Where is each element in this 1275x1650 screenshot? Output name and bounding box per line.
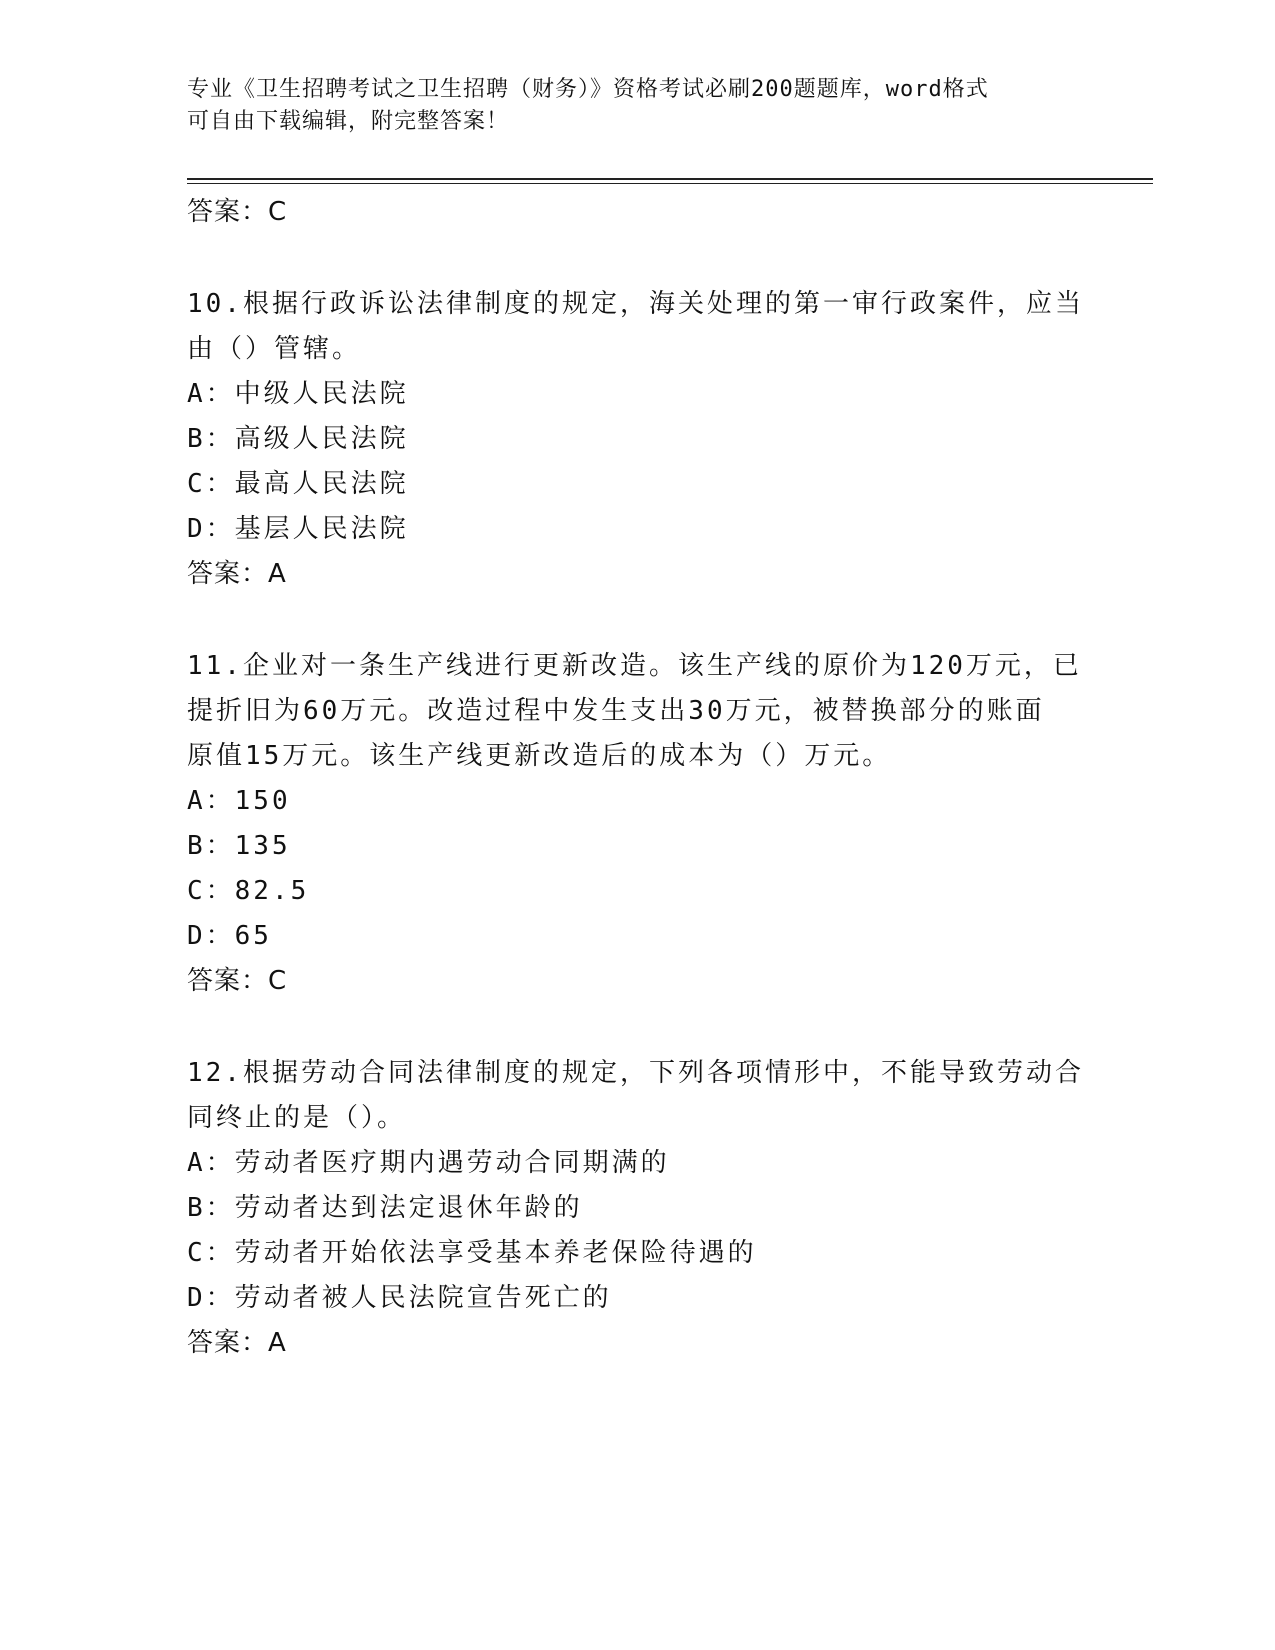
question-line: 由（）管辖。 (187, 334, 362, 364)
question-line: 10.根据行政诉讼法律制度的规定，海关处理的第一审行政案件，应当 (187, 289, 1084, 319)
option-c: C：82.5 (187, 876, 310, 906)
question-block-12 (187, 1051, 1087, 1365)
question-block-11 (187, 644, 1087, 1003)
option-b: B：135 (187, 831, 291, 861)
spacer (187, 234, 1087, 282)
option-b: B：劳动者达到法定退休年龄的 (187, 1193, 583, 1223)
question-list (187, 190, 1087, 1365)
spacer (187, 596, 1087, 644)
question-block-10 (187, 282, 1087, 596)
question-text (187, 282, 1087, 372)
option-d: D：劳动者被人民法院宣告死亡的 (187, 1283, 612, 1313)
question-line: 提折旧为60万元。改造过程中发生支出30万元，被替换部分的账面 (187, 696, 1045, 726)
question-text (187, 1051, 1087, 1141)
answer-line: 答案：C (187, 197, 288, 227)
option-a: A：劳动者医疗期内遇劳动合同期满的 (187, 1148, 670, 1178)
header-line-2: 可自由下载编辑，附完整答案！ (187, 109, 510, 134)
option-b: B：高级人民法院 (187, 424, 409, 454)
question-line: 同终止的是（）。 (187, 1103, 407, 1133)
option-a: A：150 (187, 786, 291, 816)
header-rule-thin (187, 183, 1153, 184)
header-rule-thick (187, 178, 1153, 180)
question-line: 11.企业对一条生产线进行更新改造。该生产线的原价为120万元，已 (187, 651, 1082, 681)
spacer (187, 1003, 1087, 1051)
answer-line: 答案：A (187, 1328, 287, 1358)
question-line: 原值15万元。该生产线更新改造后的成本为（）万元。 (187, 741, 892, 771)
answer-line: 答案：C (187, 966, 288, 996)
header-line-1: 专业《卫生招聘考试之卫生招聘（财务）》资格考试必刷200题题库，word格式 (187, 77, 989, 102)
page-header (187, 74, 1067, 138)
option-d: D：基层人民法院 (187, 514, 409, 544)
option-c: C：最高人民法院 (187, 469, 409, 499)
question-text (187, 644, 1087, 779)
answer-line: 答案：A (187, 559, 287, 589)
option-c: C：劳动者开始依法享受基本养老保险待遇的 (187, 1238, 757, 1268)
option-a: A：中级人民法院 (187, 379, 409, 409)
question-line: 12.根据劳动合同法律制度的规定，下列各项情形中，不能导致劳动合 (187, 1058, 1084, 1088)
option-d: D：65 (187, 921, 272, 951)
